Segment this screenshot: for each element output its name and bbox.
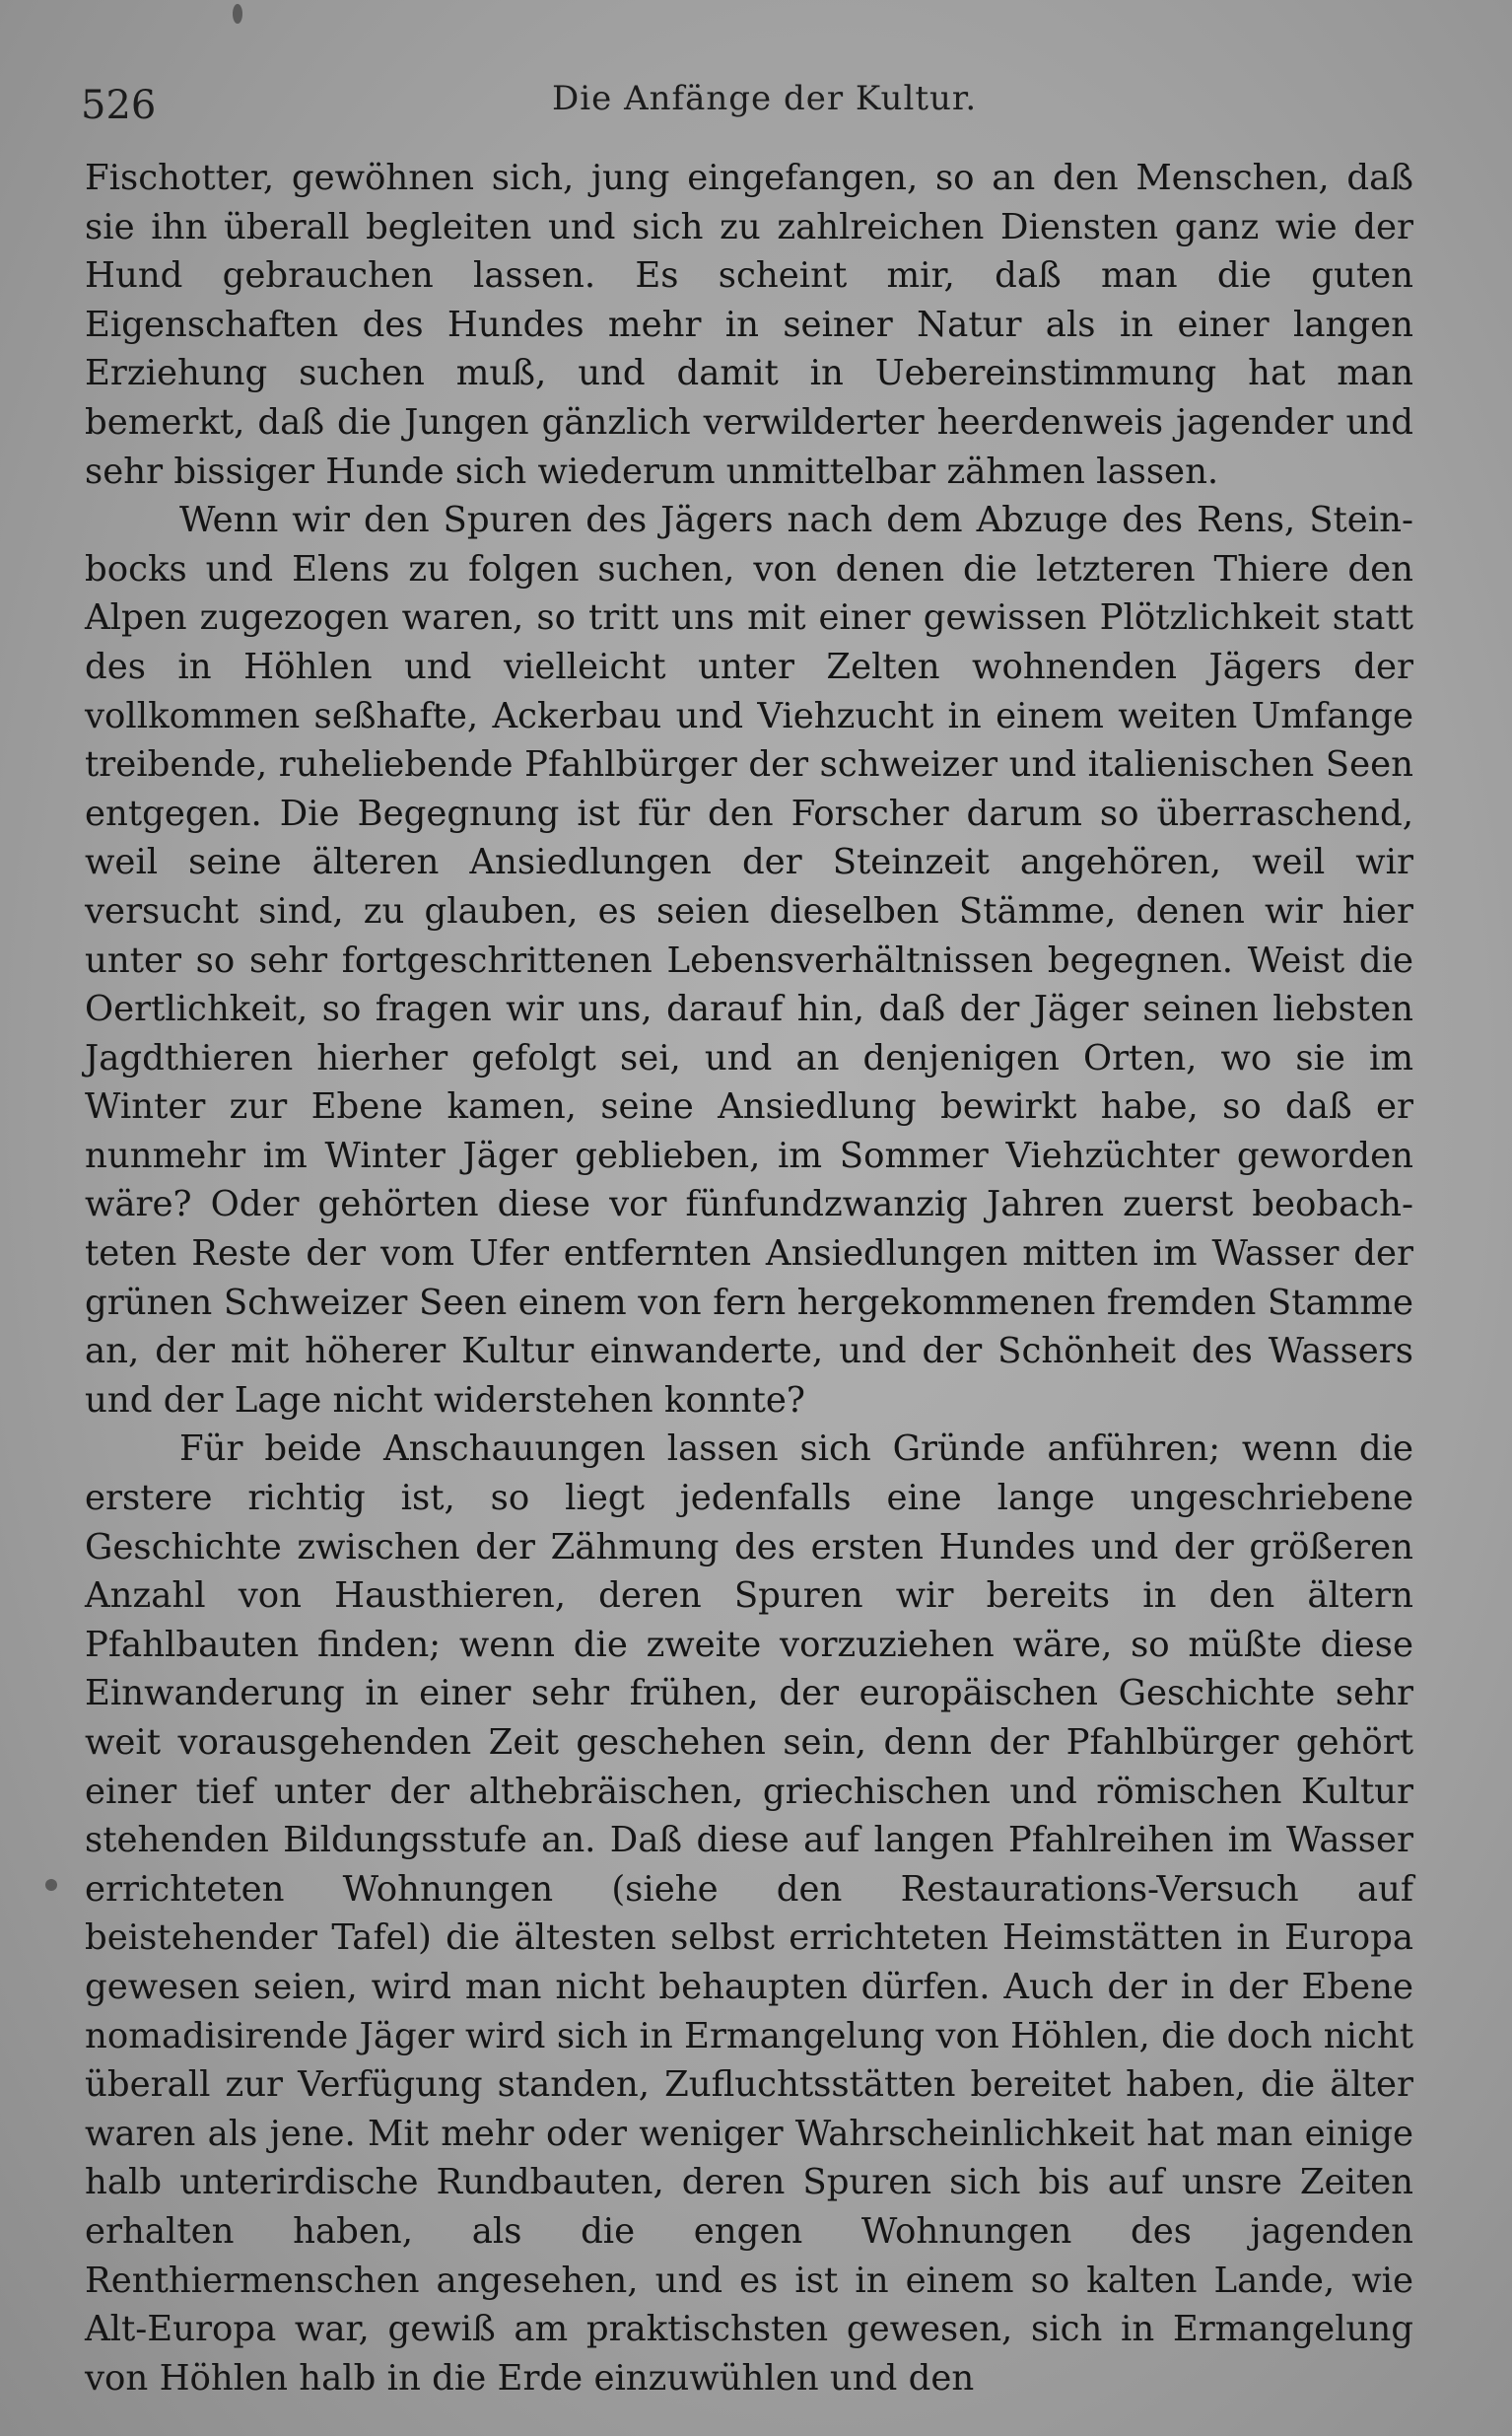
- paragraph: Wenn wir den Spuren des Jägers nach dem Abzuge des Rens, Steinbocks und Elens zu folgen suchen, von denen die letzteren Thiere den Alpen zugezogen waren, so tritt uns mit einer gewissen Plötzlichkeit statt des in Höhlen und vielleicht unter Zelten wohnenden Jägers der vollkommen seßhafte, Ackerbau und Viehzucht in einem weiten Umfange treibende, ruheliebende Pfahlbürger der schweizer und italienischen Seen entgegen. Die Begegnung ist für den Forscher darum so überraschend, weil seine älteren Ansiedlungen der Steinzeit angehören, weil wir versucht sind, zu glauben, es seien dieselben Stämme, denen wir hier unter so sehr fortgeschrittenen Lebensverhältnissen begegnen. Weist die Oertlichkeit, so fragen wir uns, darauf hin, daß der Jäger seinen liebsten Jagdthieren hierher gefolgt sei, und an denjenigen Orten, wo sie im Winter zur Ebene kamen, seine Ansiedlung bewirkt habe, so daß er nunmehr im Winter Jäger geblieben, im Sommer Viehzüchter geworden wäre? Oder gehörten diese vor fünfundzwanzig Jahren zuerst beobachteten Reste der vom Ufer entfernten Ansiedlungen mitten im Wasser der grünen Schweizer Seen einem von fern hergekommenen fremden Stamme an, der mit höherer Kultur einwanderte, und der Schönheit des Wassers und der Lage nicht widerstehen konnte?: [85, 500, 1413, 1421]
- paragraph: Fischotter, gewöhnen sich, jung eingefangen, so an den Menschen, daß sie ihn überall begleiten und sich zu zahlreichen Diensten ganz wie der Hund gebrauchen lassen. Es scheint mir, daß man die guten Eigenschaften des Hundes mehr in seiner Natur als in einer langen Erziehung suchen muß, und damit in Uebereinstimmung hat man bemerkt, daß die Jungen gänzlich verwilderter heerdenweis jagender und sehr bissiger Hunde sich wiederum unmittelbar zähmen lassen.: [85, 158, 1413, 492]
- paragraph: Für beide Anschauungen lassen sich Gründe anführen; wenn die erstere richtig ist, so liegt jedenfalls eine lange ungeschriebene Geschichte zwischen der Zähmung des ersten Hundes und der größeren Anzahl von Hausthieren, deren Spuren wir bereits in den ältern Pfahlbauten finden; wenn die zweite vorzuziehen wäre, so müßte diese Einwanderung in einer sehr frühen, der europäischen Geschichte sehr weit vorausgehenden Zeit geschehen sein, denn der Pfahlbürger gehört einer tief unter der althebräischen, griechischen und römischen Kultur stehenden Bildungsstufe an. Daß diese auf langen Pfahlreihen im Wasser errichteten Wohnungen (siehe den Restaurations-Versuch auf beistehender Tafel) die ältesten selbst errichteten Heimstätten in Europa gewesen seien, wird man nicht behaupten dürfen. Auch der in der Ebene nomadisirende Jäger wird sich in Ermangelung von Höhlen, die doch nicht überall zur Verfügung standen, Zufluchtsstätten bereitet haben, die älter waren als jene. Mit mehr oder weniger Wahrscheinlichkeit hat man einige halb unterirdische Rundbauten, deren Spuren sich bis auf unsre Zeiten erhalten haben, als die engen Wohnungen des jagenden Renthiermenschen angesehen, und es ist in einem so kalten Lande, wie Alt-Europa war, gewiß am praktischsten gewesen, sich in Ermangelung von Höhlen halb in die Erde einzuwühlen und den: [85, 1428, 1413, 2399]
- ink-speck: [233, 4, 242, 24]
- page-header: [81, 61, 1404, 128]
- running-title: Die Anfänge der Kultur.: [552, 79, 978, 118]
- ink-speck: [45, 1879, 57, 1891]
- page-number: 526: [81, 83, 157, 128]
- body-text: [85, 154, 1413, 2402]
